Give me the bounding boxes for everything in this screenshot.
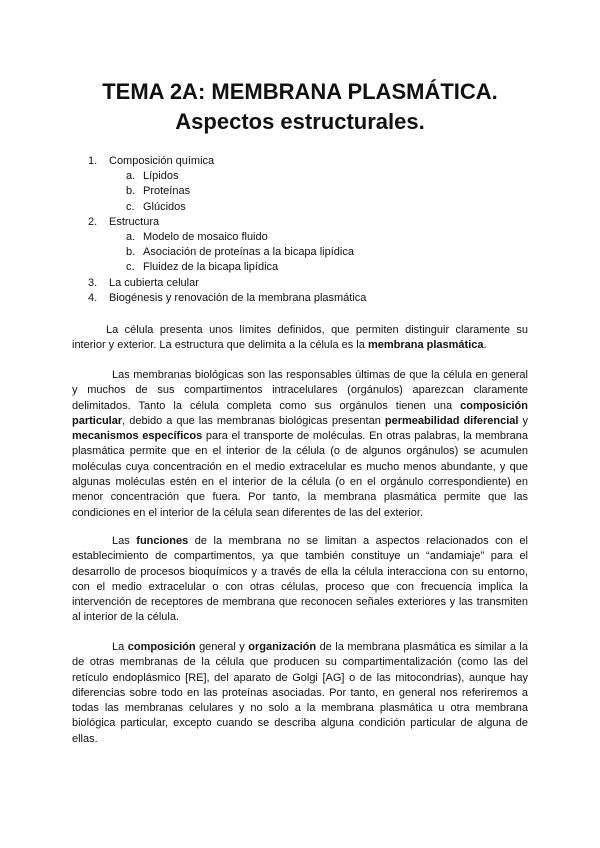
- toc-item-label: Modelo de mosaico fluido: [143, 231, 268, 244]
- bold-term: funciones: [136, 535, 189, 547]
- toc-item-label: La cubierta celular: [109, 276, 199, 289]
- paragraph-composition: [72, 640, 528, 747]
- toc-item: [88, 215, 366, 230]
- paragraph-intro: [72, 323, 528, 354]
- paragraph-membranes: [72, 368, 528, 521]
- toc-item-label: Biogénesis y renovación de la membrana plasmática: [109, 291, 367, 304]
- text-run: , debido a que las membranas biológicas presentan: [122, 414, 385, 427]
- toc-item-label: Proteínas: [143, 185, 191, 198]
- text-run: para el transporte de moléculas. En otras palabras, la membrana plasmática permite que en el interior de la célula (o de algunos orgánulos) se acumulen moléculas cuya concentración en el medio extracelular es mucho menos abundante, y que algunas moléculas estén en el interior de la célula (o en el orgánulo correspondiente) en menor concentración que fuera. Por tanto, la membrana plasmática permite que las condiciones en el interior de la célula sean diferentes de las del exterior.: [72, 430, 529, 519]
- toc-subitem: [88, 169, 366, 184]
- page-subtitle: Aspectos estructurales.: [175, 109, 425, 134]
- text-run: y: [518, 414, 529, 427]
- toc-item-number: a.: [126, 170, 136, 183]
- bold-term: organización: [248, 641, 317, 653]
- text-run: de la membrana plasmática es similar a la de otras membranas de la célula que producen su compartimentalización (como las del retículo endoplásmico [RE], del aparato de Golgi [AG] o de las mitocondrias), aunque hay diferencias sobre todo en las proteínas asociadas. Por tanto, en general nos referiremos a todas las membranas celulares y no solo a la membrana plasmática u otra membrana biológica particular, excepto cuando se describa alguna condición particular de alguna de ellas.: [72, 641, 528, 745]
- toc-item-label: Fluidez de la bicapa lipídica: [143, 261, 279, 274]
- toc-item-number: b.: [126, 246, 136, 259]
- text-run: Las: [112, 535, 137, 547]
- text-run: .: [483, 339, 487, 352]
- text-run: Las membranas biológicas son las responsables últimas de que la célula en general y muchos de sus compartimentos intracelulares (orgánulos) aparezcan claramente delimitados. Tanto la célula completa como sus orgánulos tienen una: [72, 369, 528, 412]
- toc-subitem: [88, 260, 366, 275]
- toc-item-number: 4.: [88, 291, 98, 304]
- toc-item: [88, 291, 366, 306]
- toc-subitem: [88, 230, 366, 245]
- toc-item-number: 3.: [88, 276, 98, 289]
- text-run: de la membrana no se limitan a aspectos relacionados con el establecimiento de compartimentos, ya que también constituye un “andamiaje” para el desarrollo de procesos bioquímicos y a través de ella la célula interacciona con su entorno, con el medio extracelular o con otras células, proceso que con frecuencia implica la intervención de receptores de membrana que reconocen señales exteriores y las transmiten al interior de la célula.: [72, 535, 528, 624]
- toc-item-number: 1.: [88, 155, 98, 167]
- bold-term: composición: [127, 641, 196, 653]
- toc-item-label: Asociación de proteínas a la bicapa lipídica: [143, 246, 354, 259]
- toc-item-number: a.: [126, 231, 136, 244]
- table-of-contents: [88, 154, 366, 306]
- toc-item: [88, 276, 366, 291]
- toc-item: [88, 154, 366, 169]
- bold-term: mecanismos específicos: [72, 430, 203, 443]
- page-title: TEMA 2A: MEMBRANA PLASMÁTICA.: [102, 79, 498, 104]
- toc-item-number: c.: [126, 261, 135, 274]
- toc-item-number: 2.: [88, 215, 98, 228]
- toc-item-label: Composición química: [109, 155, 215, 167]
- toc-item-number: b.: [126, 185, 136, 198]
- toc-subitem: [88, 200, 366, 215]
- text-run: La: [112, 641, 128, 653]
- paragraph-functions: [72, 534, 528, 626]
- text-run: general y: [195, 641, 249, 653]
- bold-term: membrana plasmática: [367, 339, 484, 352]
- bold-term: permeabilidad diferencial: [384, 414, 519, 427]
- toc-item-number: c.: [126, 200, 135, 213]
- toc-item-label: Glúcidos: [143, 200, 186, 213]
- toc-item-label: Lípidos: [143, 170, 179, 183]
- toc-item-label: Estructura: [109, 215, 160, 228]
- toc-subitem: [88, 184, 366, 199]
- text-run: La célula presenta unos límites definidos, que permiten distinguir claramente su interior y exterior. La estructura que delimita a la célula es la: [72, 324, 528, 352]
- bold-term: composición particular: [72, 399, 528, 427]
- toc-subitem: [88, 245, 366, 260]
